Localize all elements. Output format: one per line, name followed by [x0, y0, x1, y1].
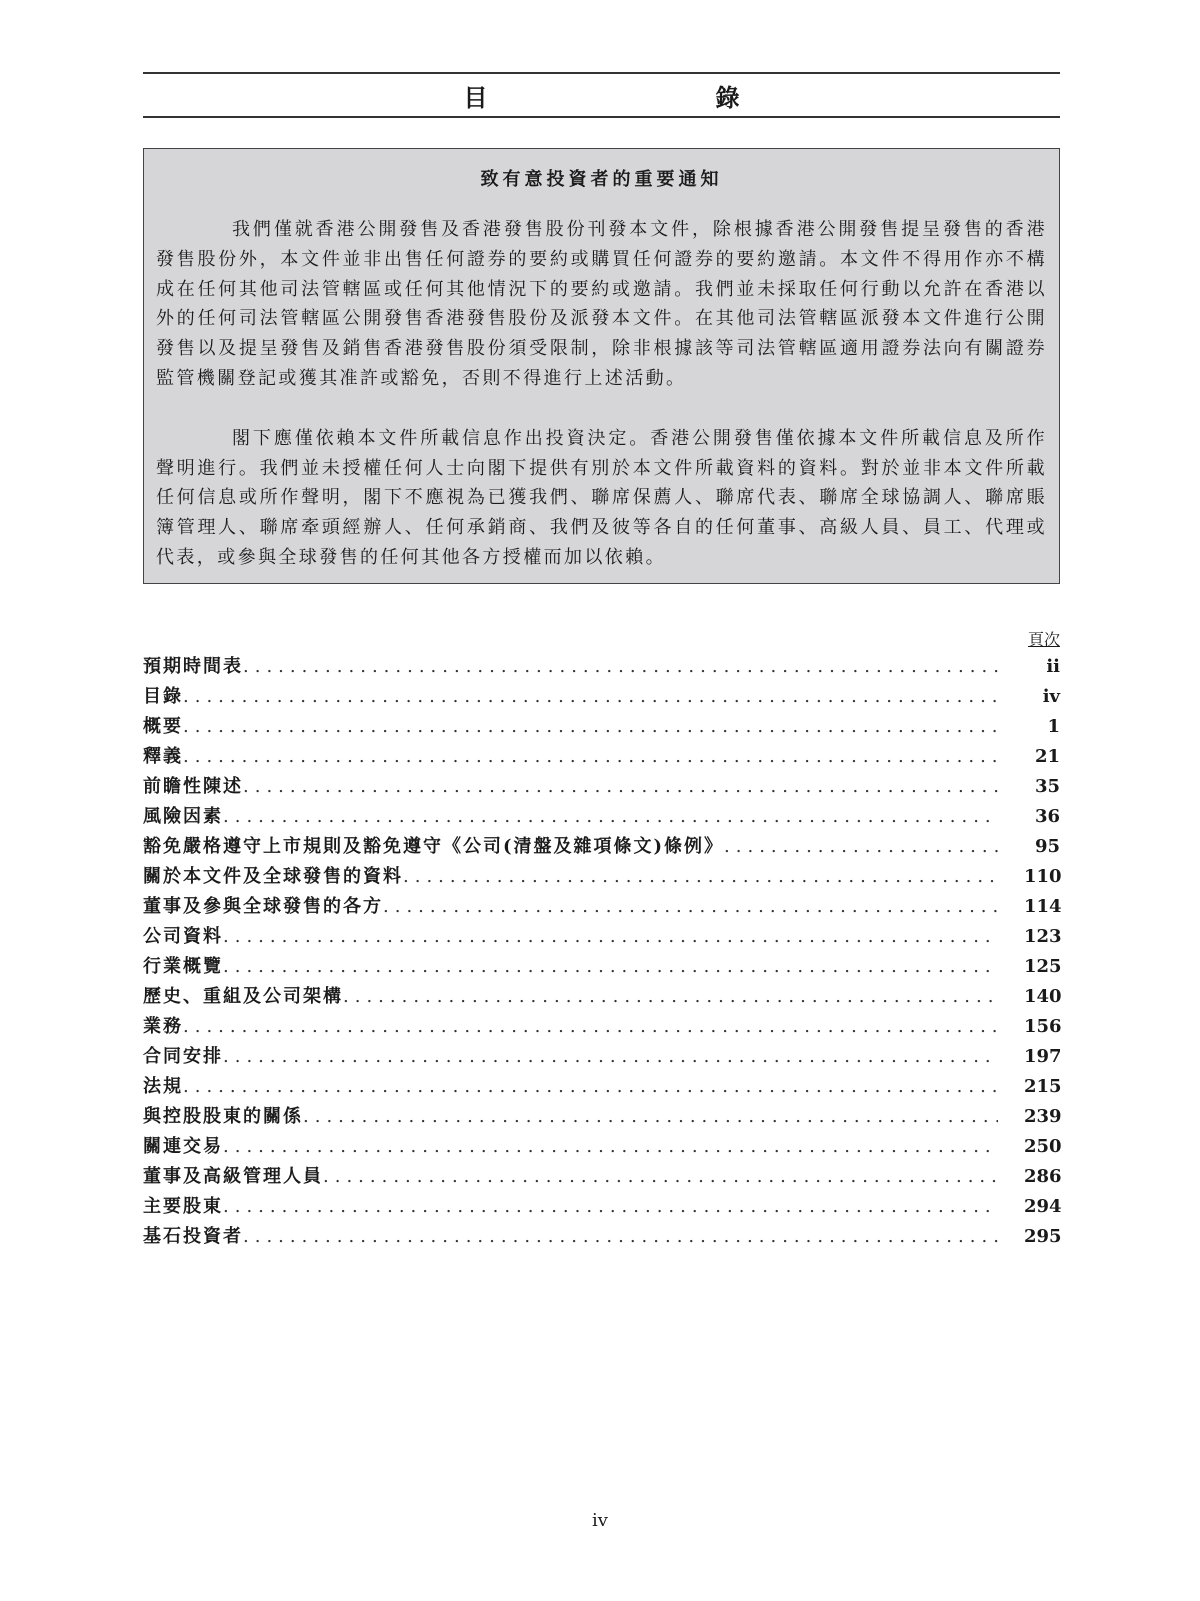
toc-entry-page: 21 — [1034, 745, 1060, 767]
important-notice-box — [143, 148, 1060, 584]
toc-entry[interactable] — [143, 1012, 1060, 1042]
toc-entry-label: 關於本文件及全球發售的資料 — [143, 865, 403, 887]
toc-entry[interactable] — [143, 682, 1060, 712]
toc-entry[interactable] — [143, 652, 1060, 682]
toc-leader-dots — [403, 862, 998, 892]
toc-leader-dots — [223, 1192, 998, 1222]
toc-entry-label: 歷史、重組及公司架構 — [143, 985, 343, 1007]
toc-leader-dots — [183, 682, 998, 712]
toc-entry-label: 公司資料 — [143, 925, 223, 947]
notice-heading: 致有意投資者的重要通知 — [480, 169, 723, 190]
toc-entry-page: 294 — [1024, 1195, 1062, 1217]
toc-entry-label: 董事及參與全球發售的各方 — [143, 895, 383, 917]
toc-entry-page: iv — [1042, 685, 1060, 707]
toc-page-header: 頁次 — [1027, 629, 1060, 649]
table-of-contents — [143, 628, 1060, 1252]
toc-leader-dots — [323, 1162, 998, 1192]
toc-entry-page: 140 — [1024, 985, 1062, 1007]
toc-entry-page: 250 — [1024, 1135, 1062, 1157]
toc-entry-page: 286 — [1024, 1165, 1062, 1187]
footer-page-number: iv — [592, 1510, 608, 1531]
toc-entry[interactable] — [143, 1132, 1060, 1162]
toc-entry-label: 預期時間表 — [143, 655, 243, 677]
notice-paragraph: 閣下應僅依賴本文件所載信息作出投資決定。香港公開發售僅依據本文件所載信息及所作聲明進行。我們並未授權任何人士向閣下提供有別於本文件所載資料的資料。對於並非本文件所載任何信息或所作聲明，閣下不應視為已獲我們、聯席保薦人、聯席代表、聯席全球協調人、聯席賬簿管理人、聯席牽頭經辦人、任何承銷商、我們及彼等各自的任何董事、高級人員、員工、代理或代表，或參與全球發售的任何其他各方授權而加以依賴。 — [156, 427, 1047, 568]
toc-leader-dots — [223, 952, 998, 982]
toc-entry-label: 關連交易 — [143, 1135, 223, 1157]
toc-entry-label: 風險因素 — [143, 805, 223, 827]
toc-entry-label: 概要 — [143, 715, 183, 737]
toc-entry-page: 295 — [1024, 1225, 1062, 1247]
toc-entry[interactable] — [143, 742, 1060, 772]
toc-leader-dots — [223, 802, 998, 832]
toc-entry[interactable] — [143, 1042, 1060, 1072]
toc-entry-page: 35 — [1034, 775, 1060, 797]
toc-entry-page: 36 — [1034, 805, 1060, 827]
toc-entry-label: 法規 — [143, 1075, 183, 1097]
toc-entry-label: 基石投資者 — [143, 1225, 243, 1247]
toc-entry-page: 95 — [1034, 835, 1060, 857]
toc-entry-label: 釋義 — [143, 745, 183, 767]
toc-entry[interactable] — [143, 832, 1060, 862]
toc-entry-page: 239 — [1024, 1105, 1062, 1127]
toc-entry-label: 董事及高級管理人員 — [143, 1165, 323, 1187]
toc-leader-dots — [343, 982, 998, 1012]
toc-entry[interactable] — [143, 1072, 1060, 1102]
toc-entry[interactable] — [143, 1162, 1060, 1192]
page-title: 目 錄 — [463, 82, 800, 112]
toc-leader-dots — [183, 742, 998, 772]
toc-entry-label: 前瞻性陳述 — [143, 775, 243, 797]
toc-entry-label: 豁免嚴格遵守上市規則及豁免遵守《公司(清盤及雜項條文)條例》 — [143, 835, 725, 857]
toc-leader-dots — [383, 892, 998, 922]
toc-entry-label: 行業概覽 — [143, 955, 223, 977]
toc-entry-label: 合同安排 — [143, 1045, 223, 1067]
toc-leader-dots — [183, 1012, 998, 1042]
toc-leader-dots — [243, 1222, 998, 1252]
toc-entry[interactable] — [143, 1102, 1060, 1132]
toc-entry-page: 125 — [1024, 955, 1062, 977]
toc-entry[interactable] — [143, 712, 1060, 742]
toc-entry[interactable] — [143, 772, 1060, 802]
toc-entry-page: 114 — [1024, 895, 1062, 917]
toc-leader-dots — [183, 1072, 998, 1102]
toc-entry-page: 123 — [1024, 925, 1062, 947]
toc-entry-page: 215 — [1024, 1075, 1062, 1097]
toc-entry[interactable] — [143, 892, 1060, 922]
toc-entry-page: 197 — [1024, 1045, 1062, 1067]
toc-entry[interactable] — [143, 922, 1060, 952]
toc-entry-page: 1 — [1047, 715, 1060, 737]
toc-entry-label: 業務 — [143, 1015, 183, 1037]
toc-leader-dots — [243, 652, 998, 682]
toc-entry-label: 與控股股東的關係 — [143, 1105, 303, 1127]
toc-entry-page: ii — [1046, 655, 1060, 677]
toc-entry[interactable] — [143, 862, 1060, 892]
toc-entry[interactable] — [143, 1222, 1060, 1252]
toc-entry[interactable] — [143, 1192, 1060, 1222]
document-page — [143, 72, 1060, 1252]
toc-entry-label: 目錄 — [143, 685, 183, 707]
notice-paragraph: 我們僅就香港公開發售及香港發售股份刊發本文件，除根據香港公開發售提呈發售的香港發售股份外，本文件並非出售任何證券的要約或購買任何證券的要約邀請。本文件不得用作亦不構成在任何其他司法管轄區或任何其他情況下的要約或邀請。我們並未採取任何行動以允許在香港以外的任何司法管轄區公開發售香港發售股份及派發本文件。在其他司法管轄區派發本文件進行公開發售以及提呈發售及銷售香港發售股份須受限制，除非根據該等司法管轄區適用證券法向有關證券監管機關登記或獲其准許或豁免，否則不得進行上述活動。 — [156, 219, 1047, 389]
toc-entry[interactable] — [143, 952, 1060, 982]
toc-entry[interactable] — [143, 982, 1060, 1012]
toc-entry-page: 156 — [1024, 1015, 1062, 1037]
toc-entry[interactable] — [143, 802, 1060, 832]
toc-entry-label: 主要股東 — [143, 1195, 223, 1217]
toc-leader-dots — [223, 1042, 998, 1072]
title-bar — [143, 72, 1060, 118]
toc-leader-dots — [303, 1102, 998, 1132]
toc-leader-dots — [223, 1132, 998, 1162]
toc-leader-dots — [724, 832, 998, 862]
toc-leader-dots — [223, 922, 998, 952]
toc-leader-dots — [183, 712, 998, 742]
toc-entry-page: 110 — [1024, 865, 1062, 887]
toc-leader-dots — [243, 772, 998, 802]
